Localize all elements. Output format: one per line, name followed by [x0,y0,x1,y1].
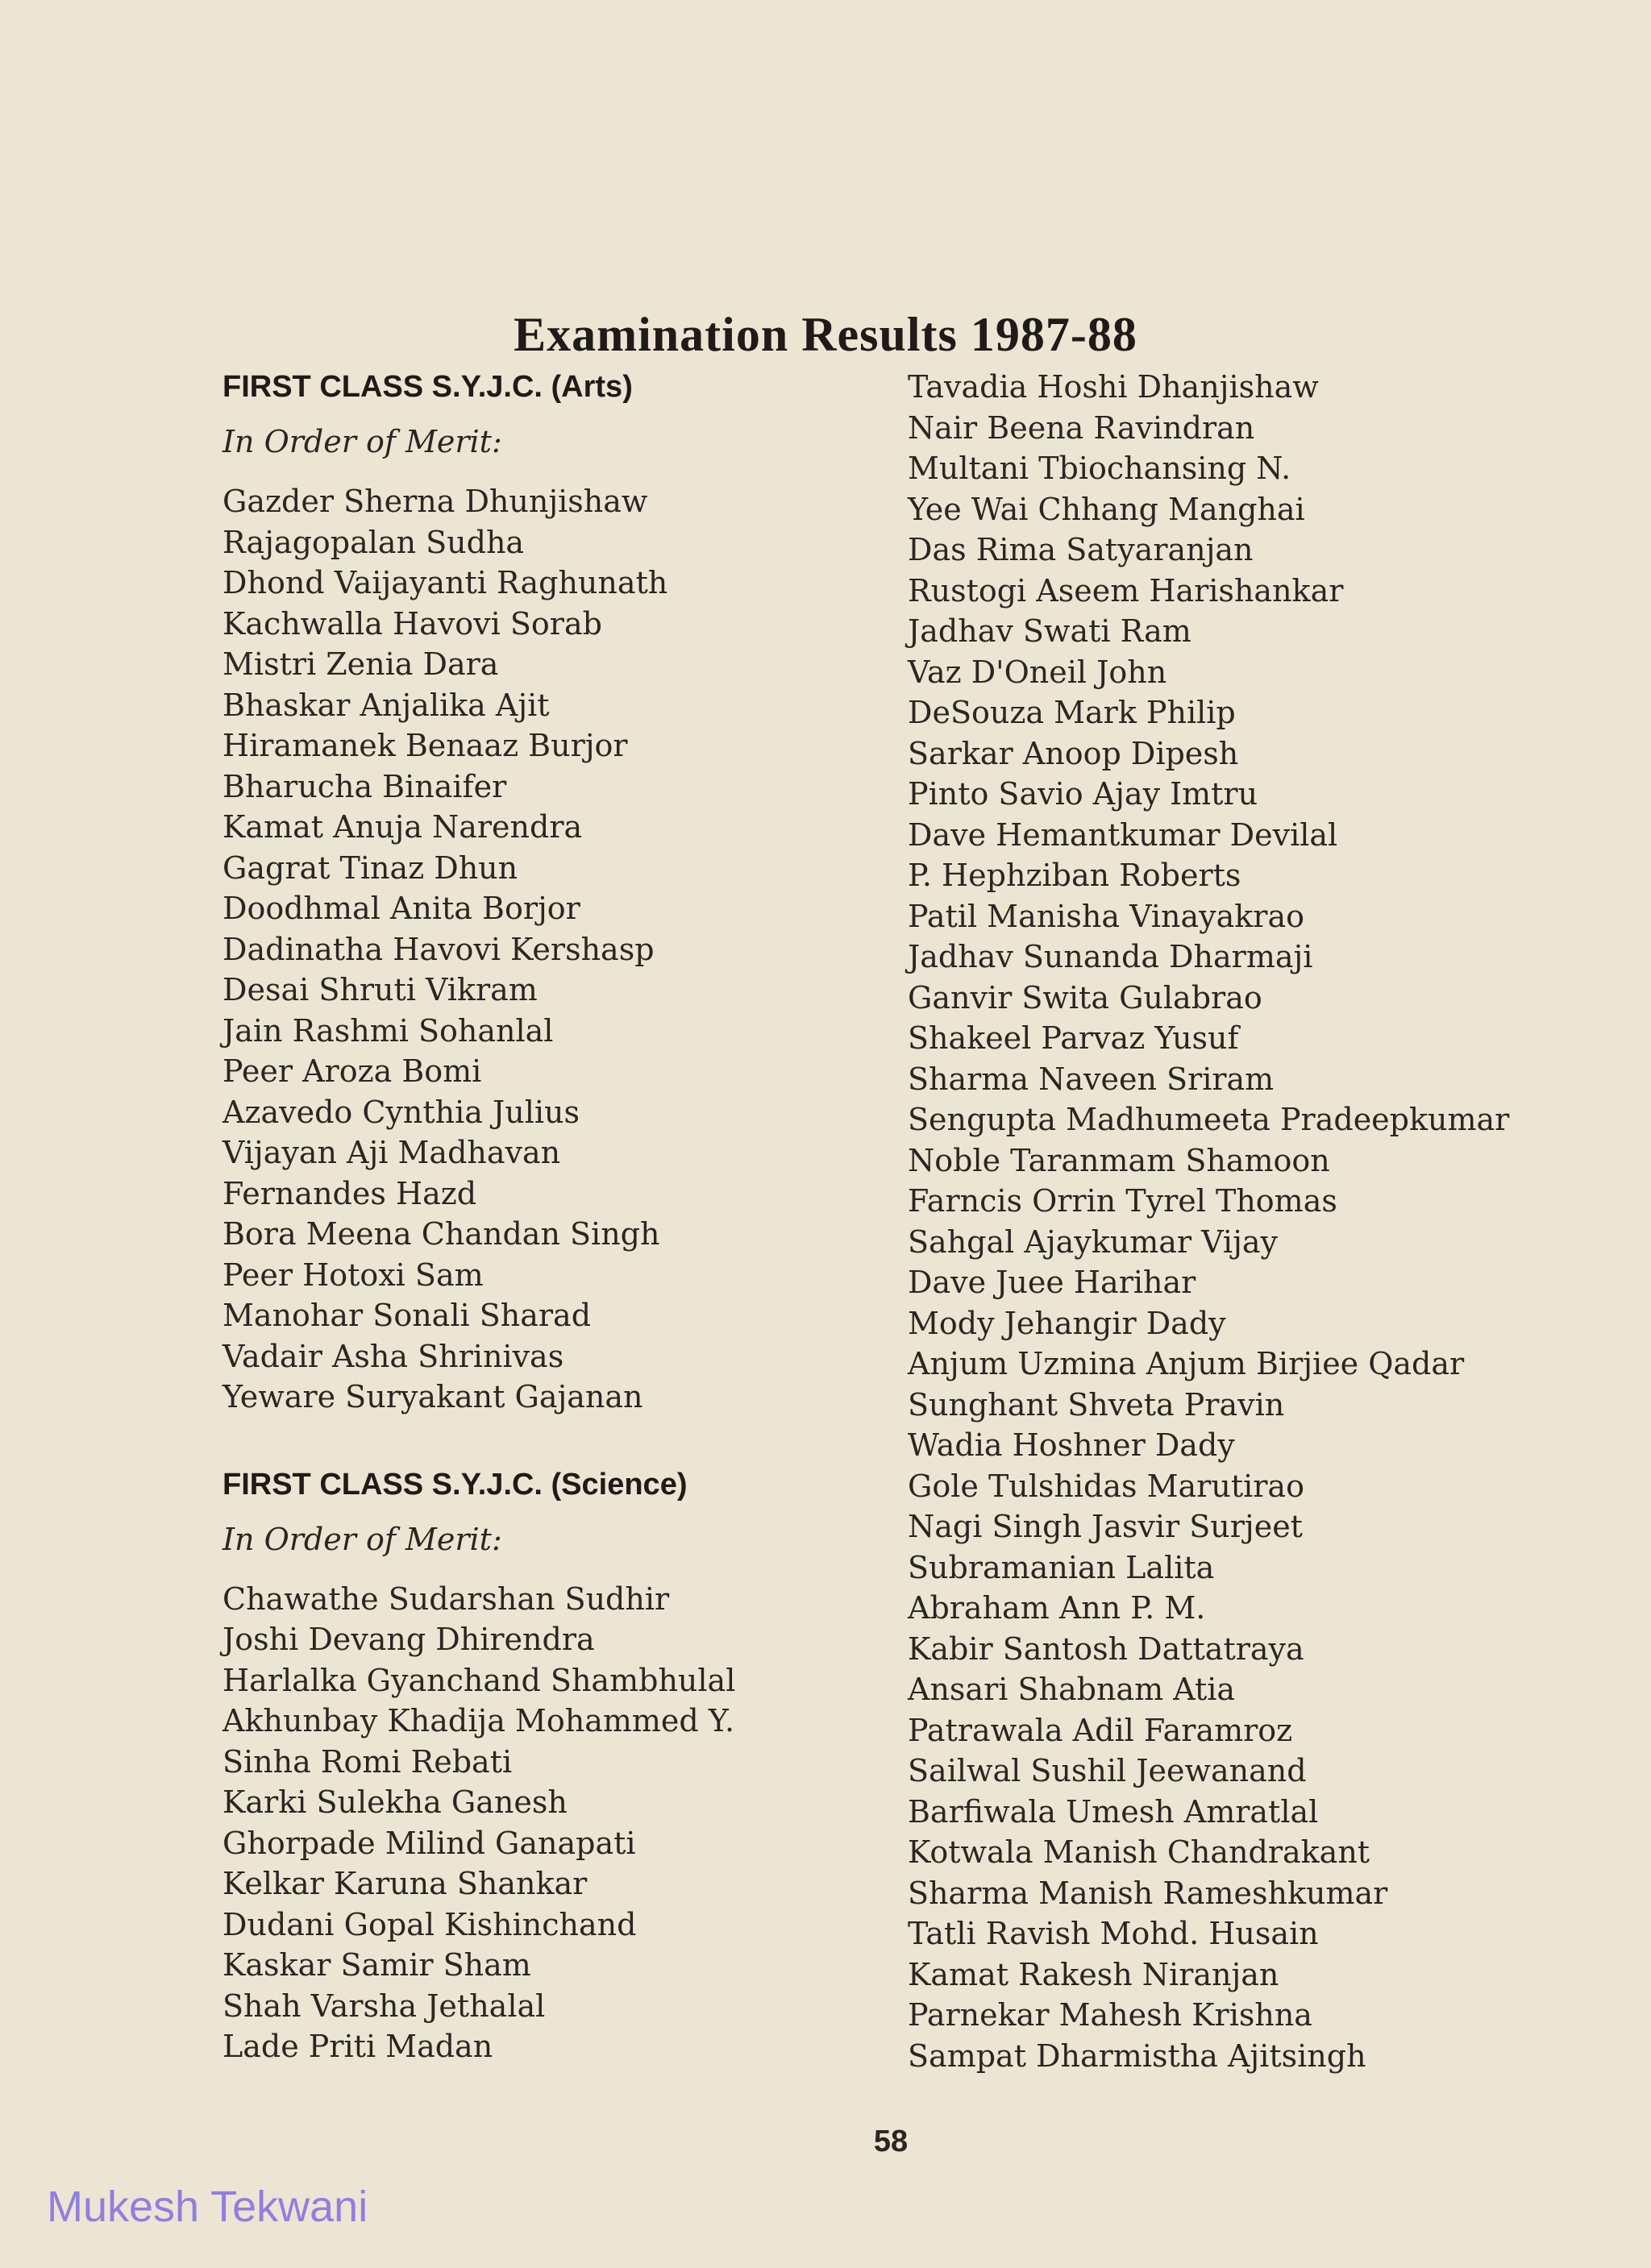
section-subheading-arts: In Order of Merit: [222,424,502,459]
list-item: Peer Aroza Bomi [222,1053,482,1089]
list-item: Dave Hemantkumar Devilal [908,816,1338,853]
science-name-list [222,1579,851,2067]
list-item: Gazder Sherna Dhunjishaw [222,484,648,519]
list-item: Tatli Ravish Mohd. Husain [908,1916,1319,1951]
list-item: Vijayan Aji Madhavan [222,1135,561,1170]
list-item: Karki Sulekha Ganesh [222,1784,568,1820]
section-heading-science: FIRST CLASS S.Y.J.C. (Science) [222,1467,688,1502]
list-item: Pinto Savio Ajay Imtru [908,776,1258,812]
arts-name-list [222,481,851,1418]
list-item: Kaskar Samir Sham [222,1947,531,1983]
list-item: Chawathe Sudarshan Sudhir [222,1581,670,1617]
list-item: Jain Rashmi Sohanlal [222,1012,554,1049]
list-item: Mody Jehangir Dady [908,1305,1226,1341]
list-item: Bharucha Binaifer [222,768,507,804]
right-column [908,367,1633,2076]
list-item: Hiramanek Benaaz Burjor [222,728,628,763]
page-number: 58 [873,2125,909,2158]
list-item: Joshi Devang Dhirendra [222,1622,595,1657]
list-item: Kelkar Karuna Shankar [222,1866,588,1901]
list-item: Fernandes Hazd [222,1175,477,1211]
list-item: Sengupta Madhumeeta Pradeepkumar [908,1102,1510,1137]
list-item: Kamat Rakesh Niranjan [908,1956,1279,1992]
list-item: Yeware Suryakant Gajanan [222,1379,643,1414]
list-item: Abraham Ann P. M. [908,1590,1206,1626]
list-item: Sarkar Anoop Dipesh [908,735,1239,771]
list-item: Shah Varsha Jethalal [222,1988,546,2024]
section-heading-arts: FIRST CLASS S.Y.J.C. (Arts) [222,370,633,404]
section-subheading-science: In Order of Merit: [222,1521,502,1557]
left-column [222,367,851,2067]
list-item: Desai Shruti Vikram [222,972,538,1007]
list-item: Patrawala Adil Faramroz [908,1712,1293,1748]
list-item: Anjum Uzmina Anjum Birjiee Qadar [908,1346,1465,1381]
list-item: Kachwalla Havovi Sorab [222,605,602,642]
list-item: Rustogi Aseem Harishankar [908,572,1344,609]
list-item: DeSouza Mark Philip [908,695,1236,730]
list-item: Harlalka Gyanchand Shambhulal [222,1662,736,1698]
list-item: Yee Wai Chhang Manghai [908,491,1305,527]
list-item: Ghorpade Milind Ganapati [222,1825,636,1861]
list-item: Sharma Naveen Sriram [908,1061,1275,1097]
list-item: Mistri Zenia Dara [222,646,499,682]
list-item: Akhunbay Khadija Mohammed Y. [222,1703,735,1738]
list-item: Patil Manisha Vinayakrao [908,898,1304,934]
list-item: Dadinatha Havovi Kershasp [222,931,655,967]
list-item: Lade Priti Madan [222,2029,493,2064]
list-item: Bhaskar Anjalika Ajit [222,687,550,723]
list-item: Noble Taranmam Shamoon [908,1142,1330,1178]
list-item: Shakeel Parvaz Yusuf [908,1020,1239,1056]
list-item: Bora Meena Chandan Singh [222,1216,660,1252]
list-item: Parnekar Mahesh Krishna [908,1997,1312,2033]
list-item: P. Hephziban Roberts [908,858,1241,893]
list-item: Sailwal Sushil Jeewanand [908,1753,1307,1788]
list-item: Peer Hotoxi Sam [222,1257,484,1293]
list-item: Ansari Shabnam Atia [908,1672,1236,1707]
list-item: Sinha Romi Rebati [222,1743,513,1780]
list-item: Azavedo Cynthia Julius [222,1094,580,1130]
list-item: Nagi Singh Jasvir Surjeet [908,1509,1303,1544]
list-item: Dhond Vaijayanti Raghunath [222,565,668,600]
list-item: Subramanian Lalita [908,1549,1215,1585]
section-gap [222,1418,851,1464]
list-item: Nair Beena Ravindran [908,409,1255,446]
list-item: Kabir Santosh Dattatraya [908,1630,1304,1667]
list-item: Sharma Manish Rameshkumar [908,1875,1388,1911]
list-item: Ganvir Swita Gulabrao [908,979,1262,1016]
list-item: Rajagopalan Sudha [222,524,525,560]
list-item: Vaz D'Oneil John [908,654,1167,690]
list-item: Dudani Gopal Kishinchand [222,1906,637,1942]
list-item: Manohar Sonali Sharad [222,1298,592,1333]
list-item: Gole Tulshidas Marutirao [908,1468,1304,1504]
list-item: Vadair Asha Shrinivas [222,1338,564,1374]
list-item: Sunghant Shveta Pravin [908,1386,1285,1423]
list-item: Farncis Orrin Tyrel Thomas [908,1183,1337,1219]
list-item: Multani Tbiochansing N. [908,451,1291,486]
list-item: Dave Juee Harihar [908,1265,1196,1300]
list-item: Das Rima Satyaranjan [908,532,1254,567]
page-title: Examination Results 1987-88 [514,308,1137,362]
list-item: Gagrat Tinaz Dhun [222,849,518,886]
list-item: Sampat Dharmistha Ajitsingh [908,2037,1366,2074]
list-item: Sahgal Ajaykumar Vijay [908,1223,1278,1260]
list-item: Jadhav Swati Ram [908,613,1191,649]
list-item: Tavadia Hoshi Dhanjishaw [908,369,1319,405]
list-item: Doodhmal Anita Borjor [222,891,580,926]
science-name-list-continued [908,367,1633,2076]
list-item: Barfiwala Umesh Amratlal [908,1793,1319,1830]
list-item: Wadia Hoshner Dady [908,1427,1235,1463]
list-item: Kotwala Manish Chandrakant [908,1834,1370,1870]
list-item: Kamat Anuja Narendra [222,809,583,845]
watermark-text: Mukesh Tekwani [47,2183,368,2231]
list-item: Jadhav Sunanda Dharmaji [908,939,1313,974]
